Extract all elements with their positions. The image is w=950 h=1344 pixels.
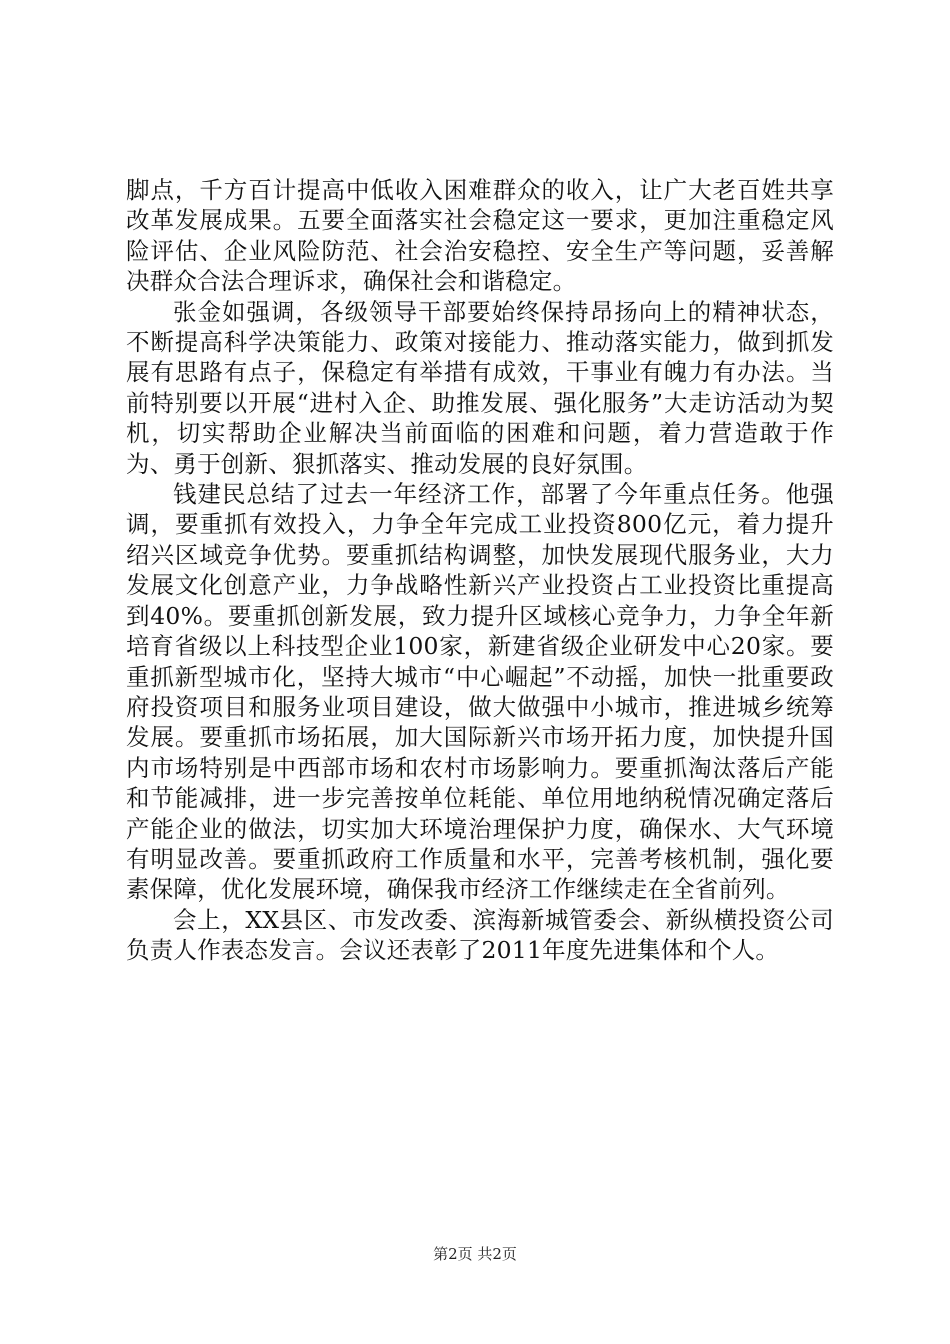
paragraph-zhang-jinru: 张金如强调，各级领导干部要始终保持昂扬向上的精神状态，不断提高科学决策能力、政策对接能力、推动落实能力，做到抓发展有思路有点子，保稳定有举措有成效，干事业有魄力有办法。当前特别要以开展“进村入企、助推发展、强化服务”大走访活动为契机，切实帮助企业解决当前面临的困难和问题，着力营造敢于作为、勇于创新、狠抓落实、推动发展的良好氛围。 (126, 297, 834, 478)
paragraph-meeting-close: 会上，XX县区、市发改委、滨海新城管委会、新纵横投资公司负责人作表态发言。会议还表彰了2011年度先进集体和个人。 (126, 905, 834, 965)
paragraph-qian-jianmin: 钱建民总结了过去一年经济工作，部署了今年重点任务。他强调，要重抓有效投入，力争全年完成工业投资800亿元，着力提升绍兴区域竞争优势。要重抓结构调整，加快发展现代服务业，大力发展文化创意产业，力争战略性新兴产业投资占工业投资比重提高到40%。要重抓创新发展，致力提升区域核心竞争力，力争全年新培育省级以上科技型企业100家，新建省级企业研发中心20家。要重抓新型城市化，坚持大城市“中心崛起”不动摇，加快一批重要政府投资项目和服务业项目建设，做大做强中小城市，推进城乡统筹发展。要重抓市场拓展，加大国际新兴市场开拓力度，加快提升国内市场特别是中西部市场和农村市场影响力。要重抓淘汰落后产能和节能减排，进一步完善按单位耗能、单位用地纳税情况确定落后产能企业的做法，切实加大环境治理保护力度，确保水、大气环境有明显改善。要重抓政府工作质量和水平，完善考核机制，强化要素保障，优化发展环境，确保我市经济工作继续走在全省前列。 (126, 480, 834, 904)
paragraph-continuation: 脚点，千方百计提高中低收入困难群众的收入，让广大老百姓共享改革发展成果。五要全面落实社会稳定这一要求，更加注重稳定风险评估、企业风险防范、社会治安稳控、安全生产等问题，妥善解决群众合法合理诉求，确保社会和谐稳定。 (126, 176, 834, 296)
page-footer: 第2页 共2页 (433, 1245, 517, 1263)
document-body (126, 175, 834, 966)
